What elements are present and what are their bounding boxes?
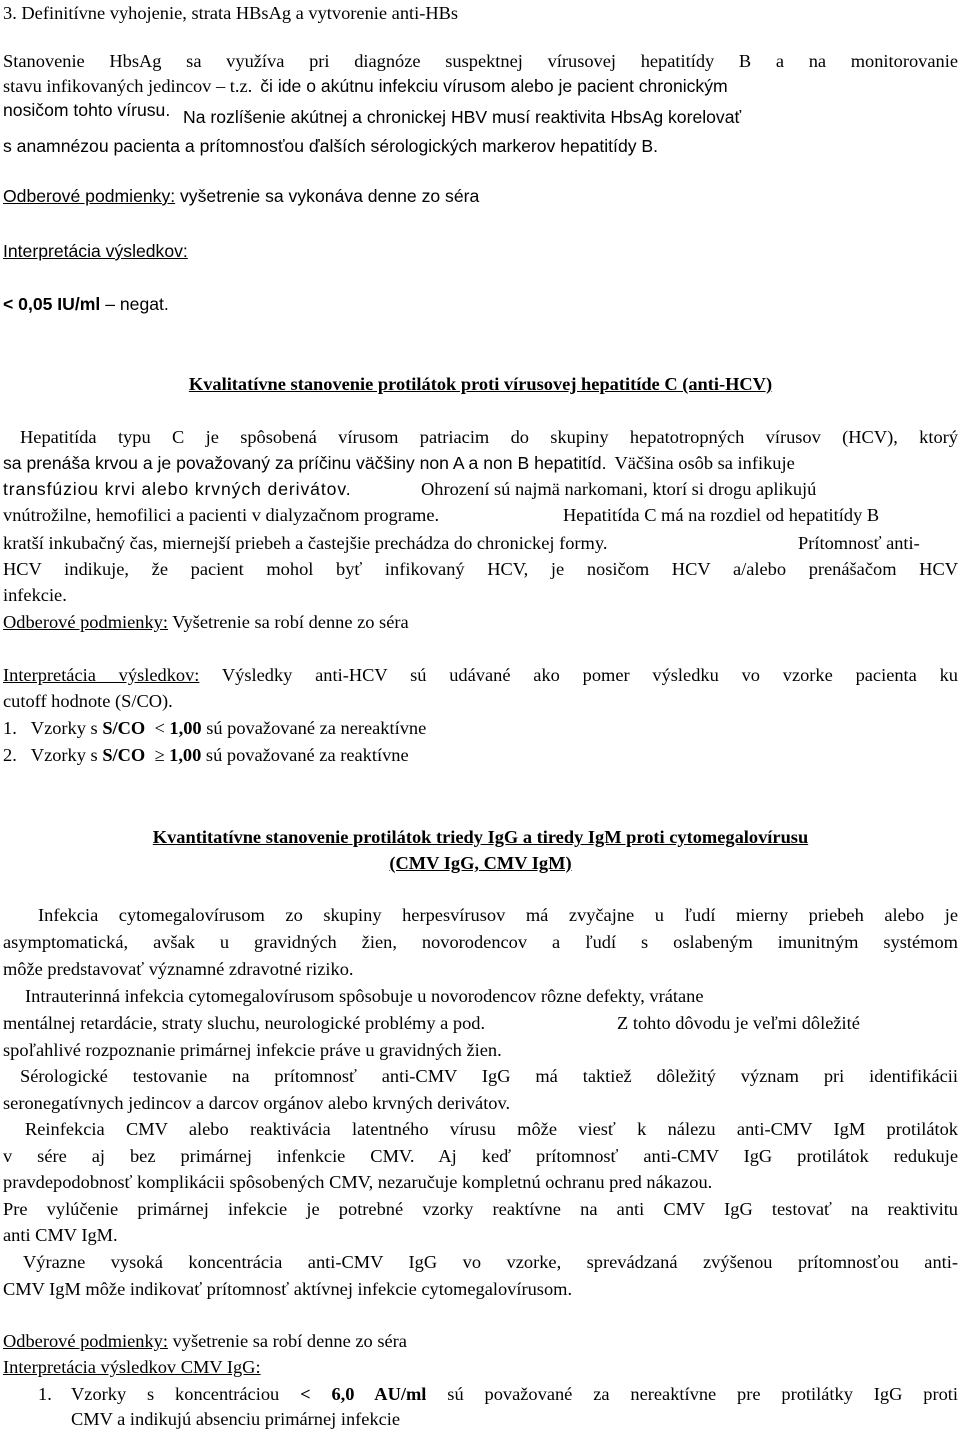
paragraph-line: Pre vylúčenie primárnej infekcie je potrebné vzorky reaktívne na anti CMV IgG testovať na reaktivitu <box>3 1199 958 1219</box>
section-heading-hbsag: 3. Definitívne vyhojenie, strata HBsAg a vytvorenie anti-HBs <box>3 3 459 23</box>
paragraph-line: sa prenáša krvou a je považovaný za príčinu väčšiny non A a non B hepatitíd. Väčšina osôb sa infikuje <box>3 453 795 473</box>
conditions-label: Odberové podmienky: <box>3 612 168 632</box>
paragraph-line: s anamnézou pacienta a prítomnosťou ďalších sérologických markerov hepatitídy B. <box>3 136 659 156</box>
paragraph-line: pravdepodobnosť komplikácii spôsobených CMV, nezaručuje kompletnú ochranu pred nákazou. <box>3 1172 713 1192</box>
result-dash: – <box>100 294 120 314</box>
paragraph-line: kratší inkubačný čas, miernejší priebeh a častejšie prechádza do chronickej formy. <box>3 533 608 553</box>
paragraph-line: Výrazne vysoká koncentrácia anti-CMV IgG vo vzorke, sprevádzaná zvýšenou prítomnosťou anti- <box>23 1252 958 1272</box>
paragraph-line: Sérologické testovanie na prítomnosť anti-CMV IgG má taktiež dôležitý význam pri identifikácii <box>20 1066 958 1086</box>
result-item-number: 1. <box>38 1384 52 1404</box>
paragraph-line: anti CMV IgM. <box>3 1225 118 1245</box>
paragraph-line: stavu infikovaných jedincov – t.z. či ide o akútnu infekciu vírusom alebo je pacient chronickým <box>3 76 728 96</box>
paragraph-line: Intrauterinná infekcia cytomegalovírusom spôsobuje u novorodencov rôzne defekty, vrátane <box>25 986 704 1006</box>
conditions-hbsag <box>3 185 479 207</box>
paragraph-line: HCV indikuje, že pacient mohol byť infikovaný HCV, je nosičom HCV a/alebo prenášačom HCV <box>3 559 958 579</box>
paragraph-line: Hepatitída typu C je spôsobená vírusom patriacim do skupiny hepatotropných vírusov (HCV), ktorý <box>20 427 958 447</box>
paragraph-line: infekcie. <box>3 585 67 605</box>
conditions-text: vyšetrenie sa robí denne zo séra <box>167 1331 407 1351</box>
paragraph-line: Infekcia cytomegalovírusom zo skupiny herpesvírusov má zvyčajne u ľudí mierny priebeh alebo je <box>38 905 958 925</box>
paragraph-line: CMV IgM môže indikovať prítomnosť aktívnej infekcie cytomegalovírusom. <box>3 1279 573 1299</box>
result-item: 1. Vzorky s S/CO < 1,00 sú považované za nereaktívne <box>3 718 427 738</box>
paragraph-line: Z tohto dôvodu je veľmi dôležité <box>617 1013 860 1033</box>
paragraph-line: môže predstavovať významné zdravotné riziko. <box>3 959 354 979</box>
conditions-hcv <box>3 611 409 633</box>
paragraph-line: Prítomnosť anti- <box>798 533 920 553</box>
paragraph-line: Reinfekcia CMV alebo reaktivácia latentného vírusu môže viesť k nálezu anti-CMV IgM protilátok <box>25 1119 958 1139</box>
result-value: < 0,05 IU/ml <box>3 294 101 314</box>
paragraph-line: Na rozlíšenie akútnej a chronickej HBV musí reaktivita HbsAg korelovať <box>183 107 742 127</box>
paragraph-line-sans: či ide o akútnu infekciu vírusom alebo je pacient chronickým <box>260 76 728 96</box>
paragraph-line: nosičom tohto vírusu. <box>3 100 171 120</box>
interpretation-label: Interpretácia výsledkov: <box>3 665 200 685</box>
result-item-line-2: CMV a indikujú absenciu primárnej infekcie <box>71 1409 401 1429</box>
paragraph-line: v sére aj bez primárnej infenkcie CMV. Aj keď prítomnosť anti-CMV IgG protilátok redukuje <box>3 1146 958 1166</box>
paragraph-line: Hepatitída C má na rozdiel od hepatitídy B <box>563 505 880 525</box>
paragraph-line: vnútrožilne, hemofilici a pacienti v dialyzačnom programe. <box>3 505 440 525</box>
interpretation-label-cmv: Interpretácia výsledkov CMV IgG: <box>3 1357 261 1377</box>
conditions-label: Odberové podmienky: <box>3 186 176 206</box>
paragraph-line: Stanovenie HbsAg sa využíva pri diagnóze suspektnej vírusovej hepatitídy B a na monitorovanie <box>3 51 958 71</box>
conditions-label: Odberové podmienky: <box>3 1331 168 1351</box>
section-title-cmv: Kvantitatívne stanovenie protilátok triedy IgG a tiredy IgM proti cytomegalovírusu <box>152 827 809 847</box>
paragraph-line: mentálnej retardácie, straty sluchu, neurologické problémy a pod. <box>3 1013 486 1033</box>
section-title-hcv: Kvalitatívne stanovenie protilátok proti vírusovej hepatitíde C (anti-HCV) <box>188 374 773 394</box>
conditions-text: Vyšetrenie sa robí denne zo séra <box>167 612 409 632</box>
interpretation-text: Výsledky anti-HCV sú udávané ako pomer výsledku vo vzorke pacienta ku <box>199 665 958 685</box>
paragraph-line: spoľahlivé rozpoznanie primárnej infekcie práve u gravidných žien. <box>3 1040 502 1060</box>
conditions-cmv <box>3 1330 407 1352</box>
interpretation-label: Interpretácia výsledkov: <box>3 241 188 261</box>
paragraph-line: transfúziou krvi alebo krvných derivátov. <box>3 479 352 499</box>
interpretation-line <box>3 664 958 686</box>
conditions-text: vyšetrenie sa vykonáva denne zo séra <box>175 186 480 206</box>
interpretation-line-2: cutoff hodnote (S/CO). <box>3 691 173 711</box>
result-text: negat. <box>119 294 169 314</box>
result-item: Vzorky s koncentráciou < 6,0 AU/ml sú považované za nereaktívne pre protilátky IgG proti <box>71 1384 959 1404</box>
paragraph-line: asymptomatická, avšak u gravidných žien, novorodencov a ľudí s oslabeným imunitným systémom <box>3 932 958 952</box>
result-item: 2. Vzorky s S/CO ≥ 1,00 sú považované za reaktívne <box>3 745 409 765</box>
result-line <box>3 293 169 315</box>
section-title-cmv-2: (CMV IgG, CMV IgM) <box>389 853 572 873</box>
paragraph-line: seronegatívnych jedincov a darcov orgánov alebo krvných derivátov. <box>3 1093 511 1113</box>
paragraph-line: Ohrození sú najmä narkomani, ktorí si drogu aplikujú <box>421 479 817 499</box>
